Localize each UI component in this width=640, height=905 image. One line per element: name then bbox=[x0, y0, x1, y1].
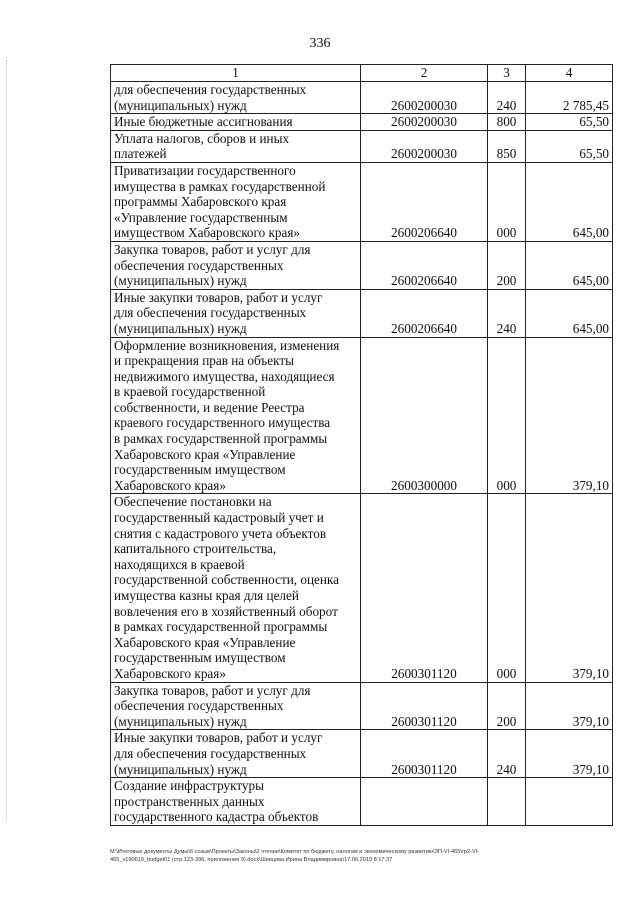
row-description bbox=[111, 162, 361, 241]
row-expense-type: 850 bbox=[488, 130, 526, 162]
description-line: Иные закупки товаров, работ и услуг bbox=[114, 289, 323, 305]
row-amount: 379,10 bbox=[526, 682, 613, 730]
description-line: снятия с кадастрового учета объектов bbox=[114, 525, 327, 541]
table-row bbox=[111, 730, 613, 778]
row-expense-type: 000 bbox=[488, 162, 526, 241]
table-row bbox=[111, 778, 613, 826]
row-description bbox=[111, 494, 361, 682]
description-line: капитального строительства, bbox=[114, 541, 277, 557]
row-target-code: 2600200030 bbox=[361, 82, 488, 114]
description-line: для обеспечения государственных bbox=[114, 745, 307, 761]
description-line: «Управление государственным bbox=[114, 209, 288, 225]
page-number: 336 bbox=[309, 36, 331, 51]
table-row bbox=[111, 289, 613, 337]
row-target-code: 2600200030 bbox=[361, 114, 488, 131]
row-target-code: 2600300000 bbox=[361, 337, 488, 494]
row-amount: 379,10 bbox=[526, 337, 613, 494]
row-target-code: 2600301120 bbox=[361, 494, 488, 682]
table-row bbox=[111, 130, 613, 162]
description-line: Хабаровского края» bbox=[114, 477, 226, 493]
footer-line-1: М:\Итоговые документы Думы\6 созыв\Проекты\Законы\2 чтение\Комитет по бюджету, налогам и экономическому развитию\ЗП-VI-465\гр2-VI- bbox=[110, 849, 480, 855]
row-description bbox=[111, 289, 361, 337]
table-row bbox=[111, 241, 613, 289]
description-line: обеспечения государственных bbox=[114, 257, 284, 273]
table-row bbox=[111, 337, 613, 494]
description-line: Уплата налогов, сборов и иных bbox=[114, 130, 290, 146]
row-amount: 2 785,45 bbox=[526, 82, 613, 114]
description-line: (муниципальных) нужд bbox=[114, 320, 247, 336]
description-line: пространственных данных bbox=[114, 793, 265, 809]
row-description bbox=[111, 682, 361, 730]
description-line: (муниципальных) нужд bbox=[114, 761, 247, 777]
row-description bbox=[111, 778, 361, 826]
description-line: находящихся в краевой bbox=[114, 556, 245, 572]
description-line: в краевой государственной bbox=[114, 384, 266, 400]
description-line: обеспечения государственных bbox=[114, 698, 284, 714]
row-target-code: 2600200030 bbox=[361, 130, 488, 162]
description-line: имущества казны края для целей bbox=[114, 588, 299, 603]
table-header-row bbox=[111, 65, 613, 82]
budget-table bbox=[110, 64, 613, 826]
header-col-2: 2 bbox=[361, 65, 488, 82]
row-amount: 645,00 bbox=[526, 289, 613, 337]
document-path-footer bbox=[110, 848, 615, 864]
description-line: Хабаровского края «Управление bbox=[114, 634, 296, 650]
row-amount bbox=[526, 778, 613, 826]
row-expense-type bbox=[488, 778, 526, 826]
row-description bbox=[111, 337, 361, 494]
row-amount: 65,50 bbox=[526, 114, 613, 131]
header-col-4: 4 bbox=[526, 65, 613, 82]
description-line: Хабаровского края «Управление bbox=[114, 446, 296, 462]
row-description bbox=[111, 730, 361, 778]
table-row bbox=[111, 494, 613, 682]
row-expense-type: 200 bbox=[488, 241, 526, 289]
description-line: Оформление возникновения, изменения bbox=[114, 337, 340, 353]
table-row bbox=[111, 114, 613, 131]
description-line: Создание инфраструктуры bbox=[114, 778, 264, 794]
description-line: краевого государственного имущества bbox=[114, 415, 331, 431]
row-amount: 379,10 bbox=[526, 494, 613, 682]
description-line: имуществом Хабаровского края» bbox=[114, 225, 301, 241]
description-line: платежей bbox=[114, 146, 167, 162]
description-line: государственной собственности, оценка bbox=[114, 572, 339, 588]
row-target-code: 2600301120 bbox=[361, 730, 488, 778]
description-line: имущества в рамках государственной bbox=[114, 178, 326, 194]
row-expense-type: 000 bbox=[488, 494, 526, 682]
description-line: государственным имуществом bbox=[114, 650, 286, 666]
table-row bbox=[111, 682, 613, 730]
description-line: Обеспечение постановки на bbox=[114, 494, 272, 510]
description-line: государственный кадастровый учет и bbox=[114, 510, 324, 526]
row-expense-type: 240 bbox=[488, 82, 526, 114]
row-description bbox=[111, 114, 361, 131]
description-line: Закупка товаров, работ и услуг для bbox=[114, 682, 311, 698]
row-expense-type: 200 bbox=[488, 682, 526, 730]
description-line: Хабаровского края» bbox=[114, 665, 226, 681]
description-line: государственным имуществом bbox=[114, 462, 286, 478]
description-line: в рамках государственной программы bbox=[114, 619, 328, 635]
row-amount: 645,00 bbox=[526, 241, 613, 289]
description-line: Приватизации государственного bbox=[114, 162, 296, 178]
row-description bbox=[111, 130, 361, 162]
description-line: для обеспечения государственных bbox=[114, 82, 307, 97]
description-line: государственного кадастра объектов bbox=[114, 809, 319, 825]
row-description bbox=[111, 241, 361, 289]
row-expense-type: 000 bbox=[488, 337, 526, 494]
description-line: Иные закупки товаров, работ и услуг bbox=[114, 730, 323, 746]
page-edge-mark bbox=[6, 60, 8, 820]
description-line: (муниципальных) нужд bbox=[114, 273, 247, 289]
description-line: собственности, и ведение Реестра bbox=[114, 399, 305, 415]
row-amount: 65,50 bbox=[526, 130, 613, 162]
row-target-code bbox=[361, 778, 488, 826]
row-expense-type: 240 bbox=[488, 289, 526, 337]
row-target-code: 2600206640 bbox=[361, 289, 488, 337]
table-row bbox=[111, 82, 613, 114]
description-line: для обеспечения государственных bbox=[114, 305, 307, 321]
description-line: (муниципальных) нужд bbox=[114, 713, 247, 729]
row-target-code: 2600206640 bbox=[361, 162, 488, 241]
row-expense-type: 240 bbox=[488, 730, 526, 778]
header-col-3: 3 bbox=[488, 65, 526, 82]
row-description bbox=[111, 82, 361, 114]
description-line: в рамках государственной программы bbox=[114, 431, 328, 447]
description-line: программы Хабаровского края bbox=[114, 194, 287, 210]
header-col-1: 1 bbox=[111, 65, 361, 82]
description-line: Закупка товаров, работ и услуг для bbox=[114, 241, 311, 257]
description-line: (муниципальных) нужд bbox=[114, 97, 247, 113]
footer-line-2: 465_v190619_budget01 (стр.123-396, приложения 9).docx\Шевцова Ирина Владимировна\17.06.2019 8:17:37 bbox=[110, 857, 393, 863]
row-expense-type: 800 bbox=[488, 114, 526, 131]
description-line: Иные бюджетные ассигнования bbox=[114, 114, 293, 130]
description-line: вовлечения его в хозяйственный оборот bbox=[114, 603, 338, 619]
description-line: и прекращения прав на объекты bbox=[114, 353, 294, 369]
row-amount: 379,10 bbox=[526, 730, 613, 778]
description-line: недвижимого имущества, находящиеся bbox=[114, 368, 335, 384]
row-target-code: 2600301120 bbox=[361, 682, 488, 730]
row-target-code: 2600206640 bbox=[361, 241, 488, 289]
table-row bbox=[111, 162, 613, 241]
row-amount: 645,00 bbox=[526, 162, 613, 241]
